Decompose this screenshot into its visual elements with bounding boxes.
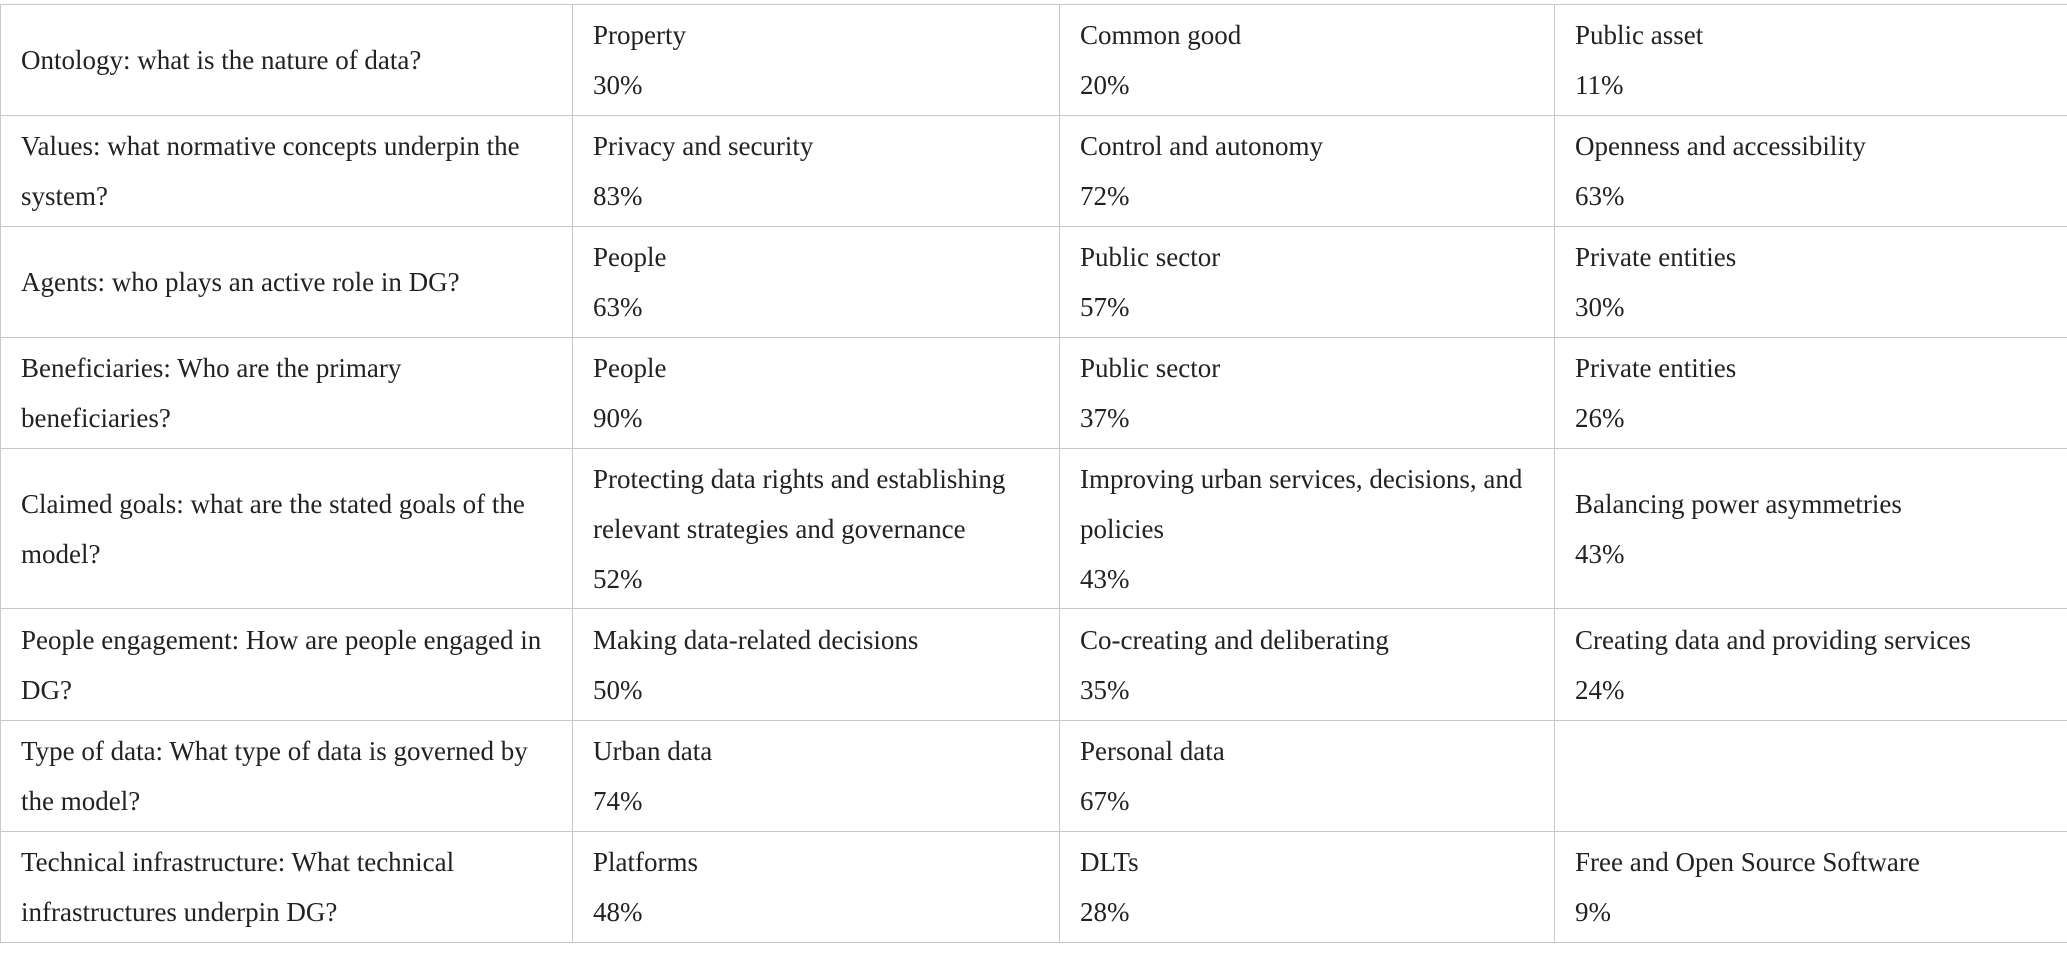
option-percent: 24% bbox=[1575, 674, 1625, 705]
option-cell bbox=[1555, 116, 2067, 227]
question-cell bbox=[1, 338, 573, 449]
option-label: Common good bbox=[1080, 20, 1242, 50]
option-percent: 43% bbox=[1575, 538, 1625, 569]
option-cell bbox=[1060, 338, 1555, 449]
table-row bbox=[1, 449, 2067, 609]
option-cell bbox=[1060, 721, 1555, 832]
option-label: DLTs bbox=[1080, 847, 1139, 877]
option-percent: 57% bbox=[1080, 292, 1130, 322]
option-label: Public sector bbox=[1080, 242, 1221, 272]
option-percent: 67% bbox=[1080, 786, 1130, 816]
option-label: Improving urban services, decisions, and policies bbox=[1080, 463, 1523, 544]
option-cell bbox=[573, 449, 1060, 609]
option-cell bbox=[1060, 116, 1555, 227]
table-row bbox=[1, 5, 2067, 116]
question-text: People engagement: How are people engaged in DG? bbox=[21, 624, 542, 705]
option-cell bbox=[573, 721, 1060, 832]
option-cell bbox=[573, 227, 1060, 338]
option-label: Personal data bbox=[1080, 736, 1225, 766]
table-row bbox=[1, 227, 2067, 338]
question-text: Technical infrastructure: What technical infrastructures underpin DG? bbox=[21, 847, 455, 927]
option-cell bbox=[1060, 449, 1555, 609]
table-row bbox=[1, 609, 2067, 721]
option-percent: 28% bbox=[1080, 897, 1130, 927]
question-cell bbox=[1, 609, 573, 721]
question-text: Values: what normative concepts underpin the system? bbox=[21, 131, 520, 211]
question-text: Claimed goals: what are the stated goals of the model? bbox=[21, 488, 525, 569]
option-cell bbox=[573, 338, 1060, 449]
option-percent: 63% bbox=[593, 292, 643, 322]
option-label: Public sector bbox=[1080, 353, 1221, 383]
option-percent: 72% bbox=[1080, 181, 1130, 211]
option-percent: 26% bbox=[1575, 403, 1625, 433]
option-label: People bbox=[593, 242, 667, 272]
empty-option-cell bbox=[1555, 721, 2067, 832]
option-cell bbox=[1060, 832, 1555, 943]
table-row bbox=[1, 338, 2067, 449]
option-percent: 83% bbox=[593, 181, 643, 211]
option-label: Making data-related decisions bbox=[593, 624, 919, 655]
option-cell bbox=[573, 832, 1060, 943]
option-label: Openness and accessibility bbox=[1575, 131, 1866, 161]
option-label: Co-creating and deliberating bbox=[1080, 624, 1389, 655]
option-cell bbox=[1060, 227, 1555, 338]
question-text: Agents: who plays an active role in DG? bbox=[21, 267, 460, 297]
question-text: Ontology: what is the nature of data? bbox=[21, 45, 422, 75]
option-percent: 30% bbox=[1575, 292, 1625, 322]
question-text: Type of data: What type of data is governed by the model? bbox=[21, 736, 528, 816]
option-percent: 90% bbox=[593, 403, 643, 433]
question-cell bbox=[1, 832, 573, 943]
option-percent: 52% bbox=[593, 563, 643, 594]
option-cell bbox=[1555, 5, 2067, 116]
option-label: Platforms bbox=[593, 847, 698, 877]
option-label: Private entities bbox=[1575, 353, 1737, 383]
option-cell bbox=[1555, 609, 2067, 721]
option-percent: 74% bbox=[593, 786, 643, 816]
option-cell bbox=[1555, 832, 2067, 943]
option-cell bbox=[1555, 227, 2067, 338]
data-governance-table-container bbox=[0, 4, 2067, 943]
option-label: Privacy and security bbox=[593, 131, 814, 161]
question-cell bbox=[1, 5, 573, 116]
option-label: Control and autonomy bbox=[1080, 131, 1323, 161]
option-percent: 63% bbox=[1575, 181, 1625, 211]
question-cell bbox=[1, 116, 573, 227]
option-label: Free and Open Source Software bbox=[1575, 847, 1920, 877]
table-row bbox=[1, 832, 2067, 943]
option-cell bbox=[1555, 449, 2067, 609]
question-cell bbox=[1, 227, 573, 338]
table-row bbox=[1, 116, 2067, 227]
option-cell bbox=[573, 5, 1060, 116]
option-label: People bbox=[593, 353, 667, 383]
option-cell bbox=[573, 116, 1060, 227]
question-cell bbox=[1, 449, 573, 609]
option-cell bbox=[1060, 5, 1555, 116]
question-text: Beneficiaries: Who are the primary beneficiaries? bbox=[21, 353, 402, 433]
option-percent: 37% bbox=[1080, 403, 1130, 433]
data-governance-table bbox=[0, 4, 2067, 943]
option-label: Public asset bbox=[1575, 20, 1704, 50]
option-percent: 9% bbox=[1575, 897, 1611, 927]
option-cell bbox=[573, 609, 1060, 721]
option-label: Protecting data rights and establishing relevant strategies and governance bbox=[593, 463, 1006, 544]
option-percent: 11% bbox=[1575, 70, 1624, 100]
option-cell bbox=[1060, 609, 1555, 721]
option-label: Balancing power asymmetries bbox=[1575, 488, 1902, 519]
option-label: Creating data and providing services bbox=[1575, 624, 1971, 655]
option-percent: 35% bbox=[1080, 674, 1130, 705]
option-cell bbox=[1555, 338, 2067, 449]
option-percent: 48% bbox=[593, 897, 643, 927]
option-label: Property bbox=[593, 20, 686, 50]
option-label: Urban data bbox=[593, 736, 713, 766]
option-label: Private entities bbox=[1575, 242, 1737, 272]
option-percent: 43% bbox=[1080, 563, 1130, 594]
option-percent: 20% bbox=[1080, 70, 1130, 100]
table-row bbox=[1, 721, 2067, 832]
question-cell bbox=[1, 721, 573, 832]
option-percent: 30% bbox=[593, 70, 643, 100]
option-percent: 50% bbox=[593, 674, 643, 705]
